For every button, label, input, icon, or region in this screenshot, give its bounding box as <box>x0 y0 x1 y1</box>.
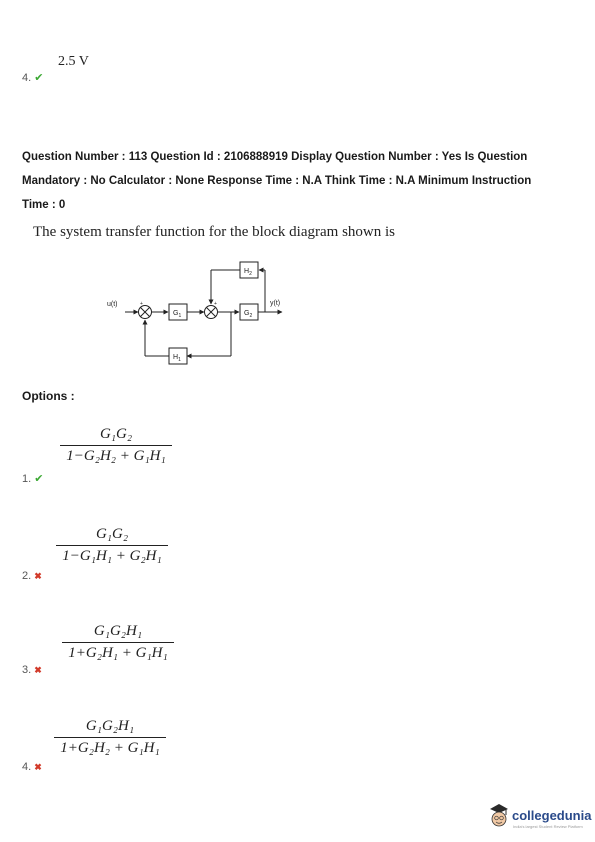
option-2[interactable] <box>22 566 42 584</box>
option-1-number: 1. <box>22 473 32 485</box>
meta-line-3: Time : 0 <box>22 199 66 211</box>
previous-answer-value: 2.5 V <box>58 54 89 69</box>
diagram-input-label: u(t) <box>107 301 118 308</box>
brand-name: collegedunia <box>512 808 592 823</box>
check-icon: ✔ <box>34 72 44 84</box>
svg-text:+: + <box>214 301 217 307</box>
brand-logo <box>488 802 590 834</box>
option-3-numerator: G₁G₂H₁ <box>93 623 143 639</box>
option-1-denominator: 1−G₂H₂ + G₁H₁ <box>66 448 166 464</box>
option-3[interactable] <box>22 660 42 678</box>
option-4-denominator: 1+G₂H₂ + G₁H₁ <box>60 740 160 756</box>
brand-tagline: India's largest Student Review Platform <box>513 824 583 829</box>
option-2-numerator: G₁G₂ <box>95 526 129 542</box>
meta-line-2: Mandatory : No Calculator : None Response Time : N.A Think Time : N.A Minimum Instruction <box>22 175 532 187</box>
options-label: Options : <box>22 389 75 403</box>
question-metadata <box>22 145 582 217</box>
diagram-output-label: y(t) <box>270 300 281 307</box>
option-2-expression <box>56 526 168 565</box>
option-3-expression <box>62 623 174 662</box>
option-3-denominator: 1+G₂H₁ + G₁H₁ <box>68 645 168 661</box>
check-icon: ✔ <box>34 473 44 485</box>
g1-block-label: $G_1$ <box>173 310 182 319</box>
cross-icon: ✖ <box>34 665 42 675</box>
option-3-number: 3. <box>22 664 32 676</box>
cross-icon: ✖ <box>34 762 42 772</box>
previous-option-number: 4. <box>22 72 32 84</box>
option-1-expression <box>60 426 172 465</box>
h2-block-label: $H_2$ <box>244 268 252 277</box>
question-text: The system transfer function for the block diagram shown is <box>33 224 395 240</box>
option-1-numerator: G₁G₂ <box>99 426 133 442</box>
h1-block-label: $H_1$ <box>173 354 181 363</box>
option-1[interactable] <box>22 469 43 487</box>
graduate-mascot-icon <box>488 802 510 830</box>
option-4-numerator: G₁G₂H₁ <box>85 718 135 734</box>
previous-option <box>22 68 43 86</box>
option-4-expression <box>54 718 166 757</box>
option-2-number: 2. <box>22 570 32 582</box>
cross-icon: ✖ <box>34 571 42 581</box>
meta-line-1: Question Number : 113 Question Id : 2106888919 Display Question Number : Yes Is Question <box>22 151 528 163</box>
g2-block-label: $G_2$ <box>244 310 253 319</box>
option-4[interactable] <box>22 757 42 775</box>
option-2-denominator: 1−G₁H₁ + G₂H₁ <box>62 548 162 564</box>
option-4-number: 4. <box>22 761 32 773</box>
svg-text:+: + <box>140 301 143 307</box>
block-diagram <box>100 255 310 370</box>
